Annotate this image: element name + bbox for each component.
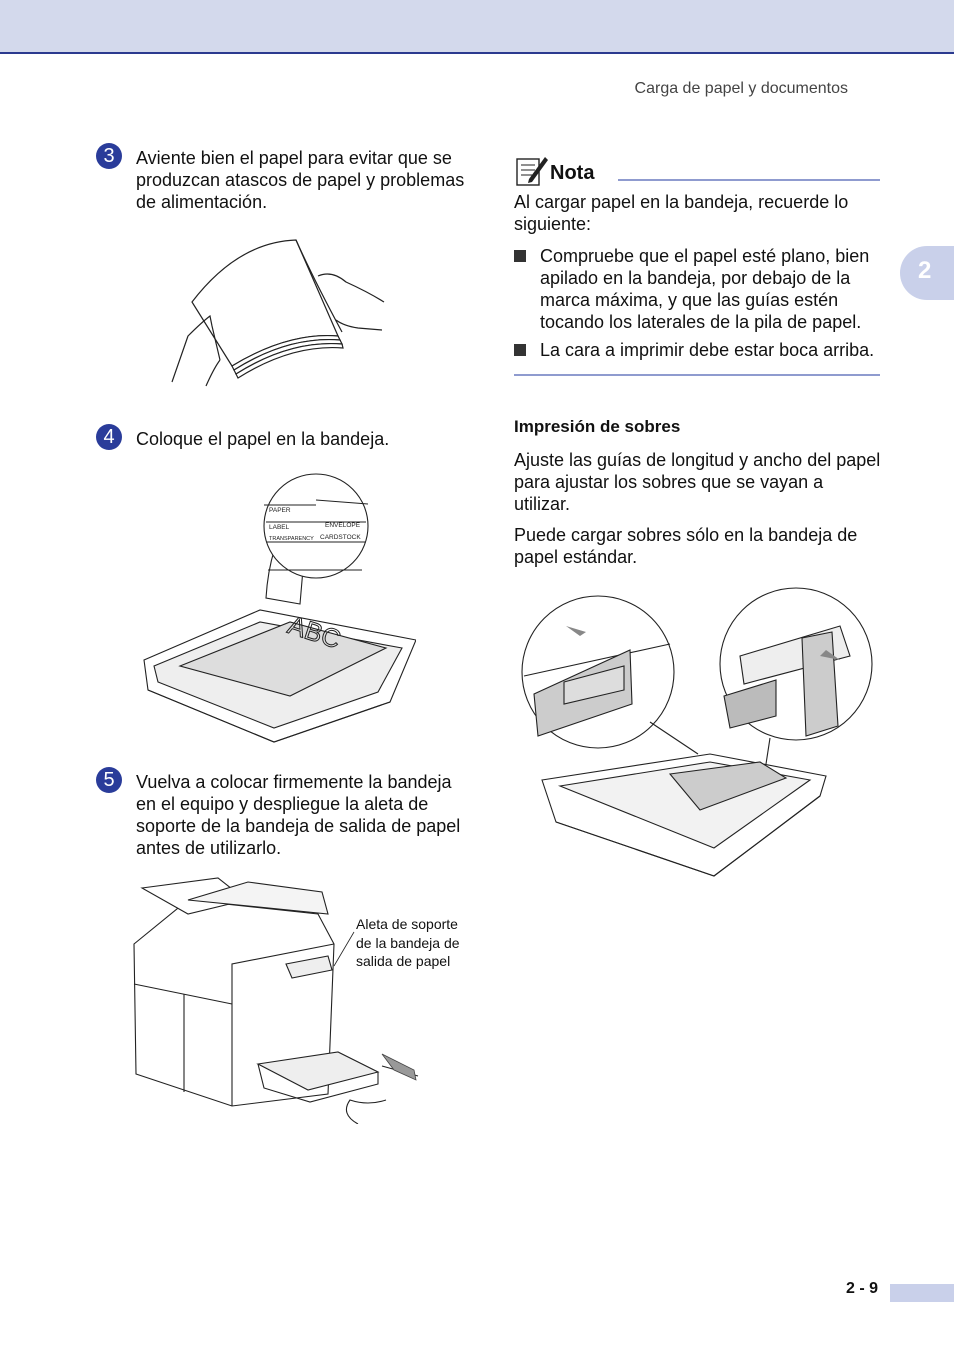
tray-label-label: LABEL <box>269 524 290 531</box>
step-badge-4: 4 <box>96 424 122 450</box>
footer-band <box>890 1284 954 1302</box>
note-rule-top <box>618 179 880 181</box>
tray-label-envelope: ENVELOPE <box>325 522 361 529</box>
envelope-tray-illustration <box>520 586 876 890</box>
note-bullet-text-2: La cara a imprimir debe estar boca arriba. <box>540 340 875 360</box>
page-number: 2 - 9 <box>846 1280 879 1297</box>
section-paragraph-2: Puede cargar sobres sólo en la bandeja de papel estándar. <box>514 525 858 567</box>
fanning-paper-illustration <box>168 236 390 404</box>
tray-label-transparency: TRANSPARENCY <box>269 536 314 542</box>
step-text-4: Coloque el papel en la bandeja. <box>136 429 390 449</box>
section-title: Impresión de sobres <box>514 417 681 436</box>
note-rule-bottom <box>514 374 880 376</box>
header-band <box>0 0 954 54</box>
tray-label-paper: PAPER <box>269 507 291 514</box>
step-badge-5: 5 <box>96 767 122 793</box>
chapter-number: 2 <box>918 257 932 284</box>
step-text-3: Aviente bien el papel para evitar que se produzcan atascos de papel y problemas de alimentación. <box>136 148 465 212</box>
step-badge-3: 3 <box>96 143 122 169</box>
machine-illustration <box>128 874 424 1124</box>
bullet-square <box>514 250 526 262</box>
note-title: Nota <box>550 162 595 184</box>
paper-tray-illustration <box>140 470 416 746</box>
running-title: Carga de papel y documentos <box>634 80 848 97</box>
note-bullet-text-1: Compruebe que el papel esté plano, bien apilado en la bandeja, por debajo de la marca máxima, y que las guías estén tocando los laterales de la pila de papel. <box>540 246 870 332</box>
chapter-tab <box>900 246 954 300</box>
note-icon <box>515 155 549 187</box>
tray-label-cardstock: CARDSTOCK <box>320 534 361 541</box>
callout-output-flap: Aleta de soporte de la bandeja de salida de papel <box>356 916 460 969</box>
step-text-5: Vuelva a colocar firmemente la bandeja en el equipo y despliegue la aleta de soporte de la bandeja de salida de papel antes de utilizarlo. <box>136 772 461 858</box>
note-intro: Al cargar papel en la bandeja, recuerde lo siguiente: <box>514 192 849 234</box>
section-paragraph-1: Ajuste las guías de longitud y ancho del papel para ajustar los sobres que se vayan a utilizar. <box>514 450 881 514</box>
bullet-square <box>514 344 526 356</box>
paper-mark: ABC <box>284 609 345 655</box>
